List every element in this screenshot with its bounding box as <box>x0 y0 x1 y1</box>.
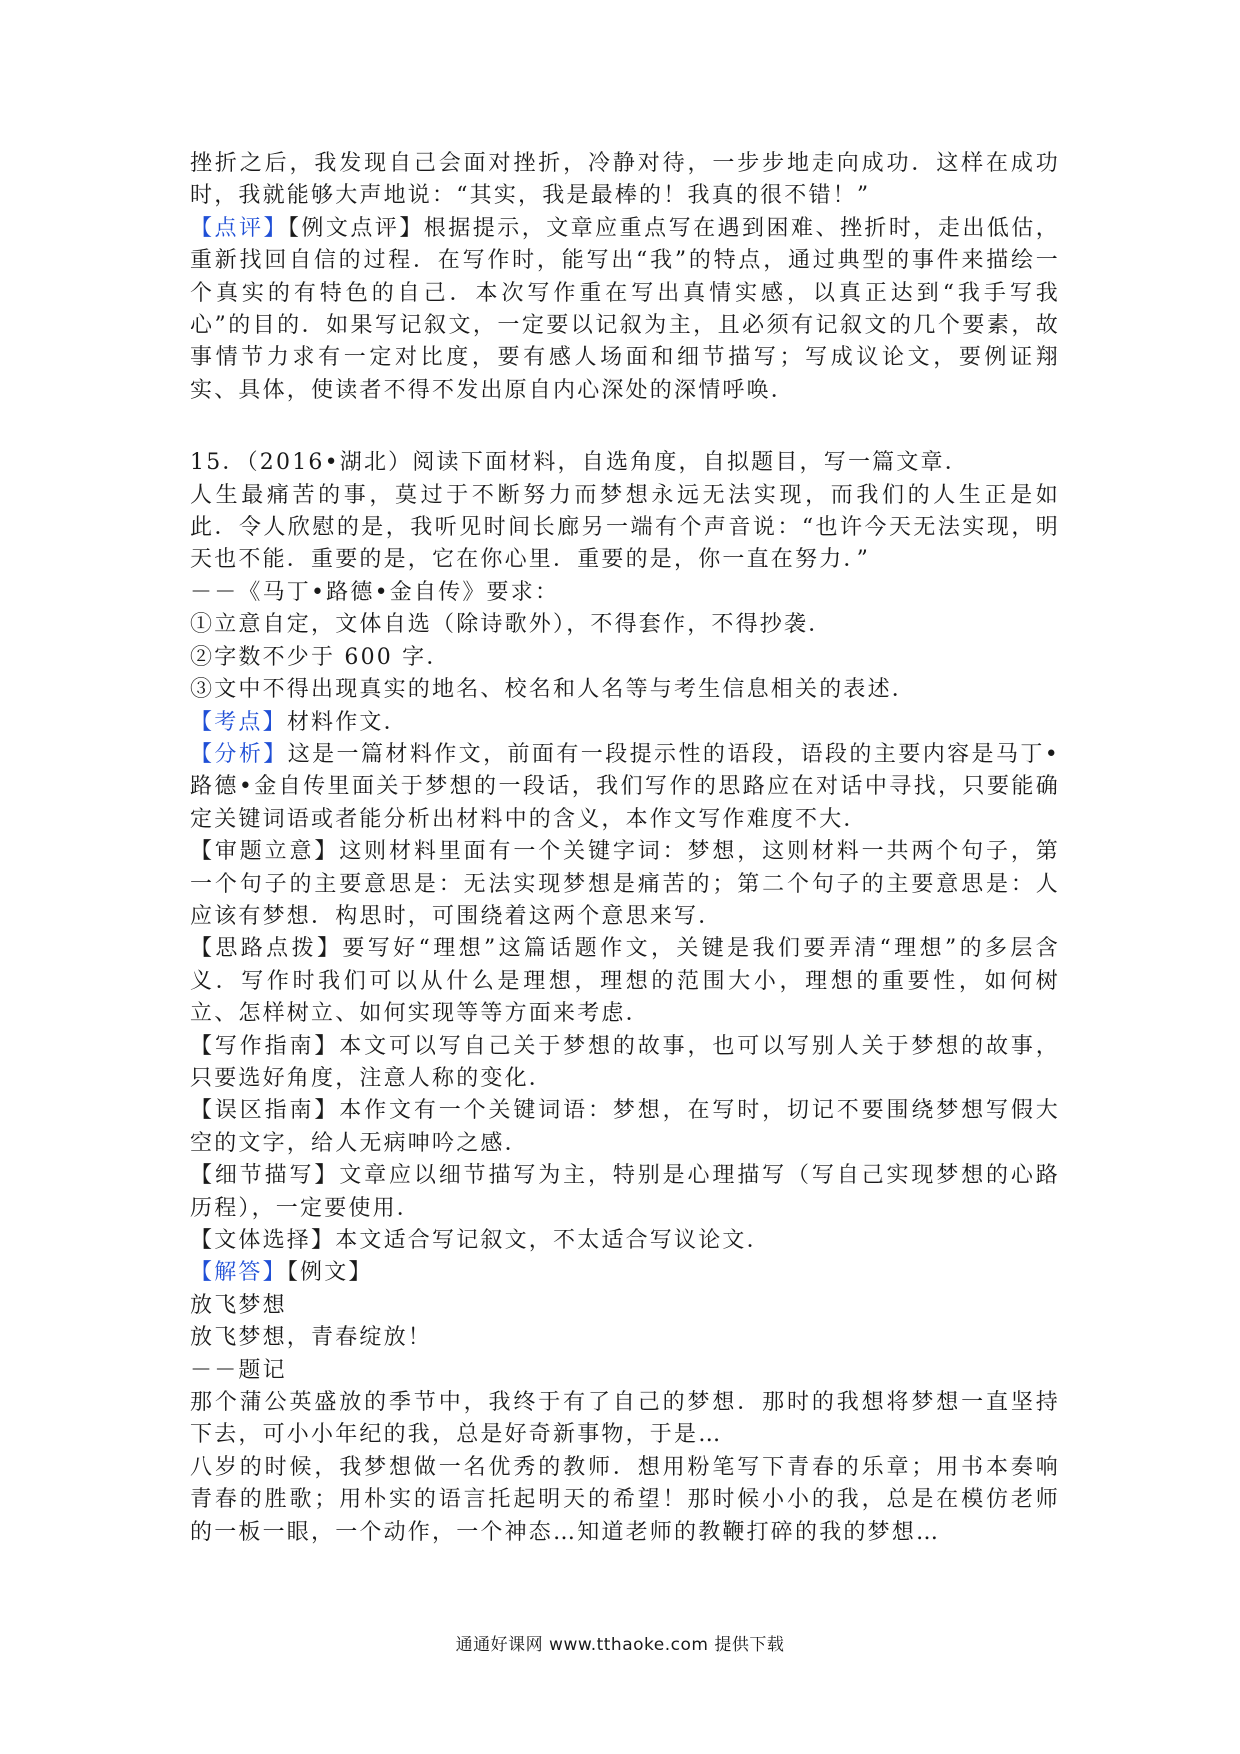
xijie-paragraph: 【细节描写】文章应以细节描写为主，特别是心理描写（写自己实现梦想的心路历程），一定要使用． <box>190 1163 1060 1221</box>
page-content <box>190 148 1060 1549</box>
page-footer: 通通好课网 www.tthaoke.com 提供下载 <box>455 1635 785 1655</box>
kaodian-tag: 【考点】 <box>190 709 287 735</box>
question-source: －－《马丁•路德•金自传》要求： <box>190 579 560 605</box>
comment-paragraph <box>190 213 1060 407</box>
prev-essay-ending: 挫折之后，我发现自己会面对挫折，冷静对待，一步步地走向成功．这样在成功时，我就能够大声地说：“其实，我是最棒的！我真的很不错！” <box>190 151 1060 209</box>
silu-paragraph: 【思路点拨】要写好“理想”这篇话题作文，关键是我们要弄清“理想”的多层含义．写作时我们可以从什么是理想，理想的范围大小，理想的重要性，如何树立、怎样树立、如何实现等等方面来考虑． <box>190 936 1060 1027</box>
essay-paragraph-1: 那个蒲公英盛放的季节中，我终于有了自己的梦想．那时的我想将梦想一直坚持下去，可小小年纪的我，总是好奇新事物，于是… <box>190 1390 1060 1448</box>
essay-tiji: －－题记 <box>190 1357 287 1383</box>
kaodian-paragraph <box>190 707 1060 739</box>
question-header: 15．（2016•湖北）阅读下面材料，自选角度，自拟题目，写一篇文章． <box>190 450 969 476</box>
requirement-1: ①立意自定，文体自选（除诗歌外），不得套作，不得抄袭． <box>190 612 833 638</box>
wuqu-paragraph: 【误区指南】本作文有一个关键词语：梦想，在写时，切记不要围绕梦想写假大空的文字，给人无病呻吟之感． <box>190 1098 1060 1156</box>
comment-text: 【例文点评】根据提示，文章应重点写在遇到困难、挫折时，走出低估，重新找回自信的过程．在写作时，能写出“我”的特点，通过典型的事件来描绘一个真实的有特色的自己．本次写作重在写出真情实感，以真正达到“我手写我心”的目的．如果写记叙文，一定要以记叙为主，且必须有记叙文的几个要素，故事情节力求有一定对比度，要有感人场面和细节描写；写成议论文，要例证翔实、具体，使读者不得不发出原自内心深处的深情呼唤． <box>190 215 1060 403</box>
requirement-3: ③文中不得出现真实的地名、校名和人名等与考生信息相关的表述． <box>190 677 917 703</box>
xiezuo-paragraph: 【写作指南】本文可以写自己关于梦想的故事，也可以写别人关于梦想的故事，只要选好角度，注意人称的变化． <box>190 1033 1060 1091</box>
essay-paragraph-2: 八岁的时候，我梦想做一名优秀的教师．想用粉笔写下青春的乐章；用书本奏响青春的胜歌；用朴实的语言托起明天的希望！那时候小小的我，总是在模仿老师的一板一眼，一个动作，一个神态…知道老师的教鞭打碎的我的梦想… <box>190 1454 1060 1545</box>
wenti-paragraph: 【文体选择】本文适合写记叙文，不太适合写议论文． <box>190 1228 771 1253</box>
fenxi-text: 这是一篇材料作文，前面有一段提示性的语段，语段的主要内容是马丁•路德•金自传里面关于梦想的一段话，我们写作的思路应在对话中寻找，只要能确定关键词语或者能分析出材料中的含义，本作文写作难度不大． <box>190 741 1060 832</box>
fenxi-paragraph <box>190 739 1060 836</box>
shenti-paragraph: 【审题立意】这则材料里面有一个关键字词：梦想，这则材料一共两个句子，第一个句子的主要意思是：无法实现梦想是痛苦的；第二个句子的主要意思是：人应该有梦想．构思时，可围绕着这两个意思来写． <box>190 839 1060 929</box>
question-material: 人生最痛苦的事，莫过于不断努力而梦想永远无法实现，而我们的人生正是如此．令人欣慰的是，我听见时间长廊另一端有个声音说：“也许今天无法实现，明天也不能．重要的是，它在你心里．重要的是，你一直在努力．” <box>190 482 1060 573</box>
answer-tag: 【解答】 <box>190 1260 287 1286</box>
answer-paragraph <box>190 1257 1060 1289</box>
essay-title: 放飞梦想 <box>190 1292 287 1318</box>
comment-tag: 【点评】 <box>190 215 288 241</box>
essay-line-1: 放飞梦想，青春绽放！ <box>190 1325 433 1351</box>
requirement-2: ②字数不少于 600 字． <box>190 644 451 670</box>
fenxi-tag: 【分析】 <box>190 741 288 767</box>
kaodian-text: 材料作文． <box>286 709 408 735</box>
section-gap <box>190 407 1060 447</box>
answer-label: 【例文】 <box>286 1260 373 1286</box>
